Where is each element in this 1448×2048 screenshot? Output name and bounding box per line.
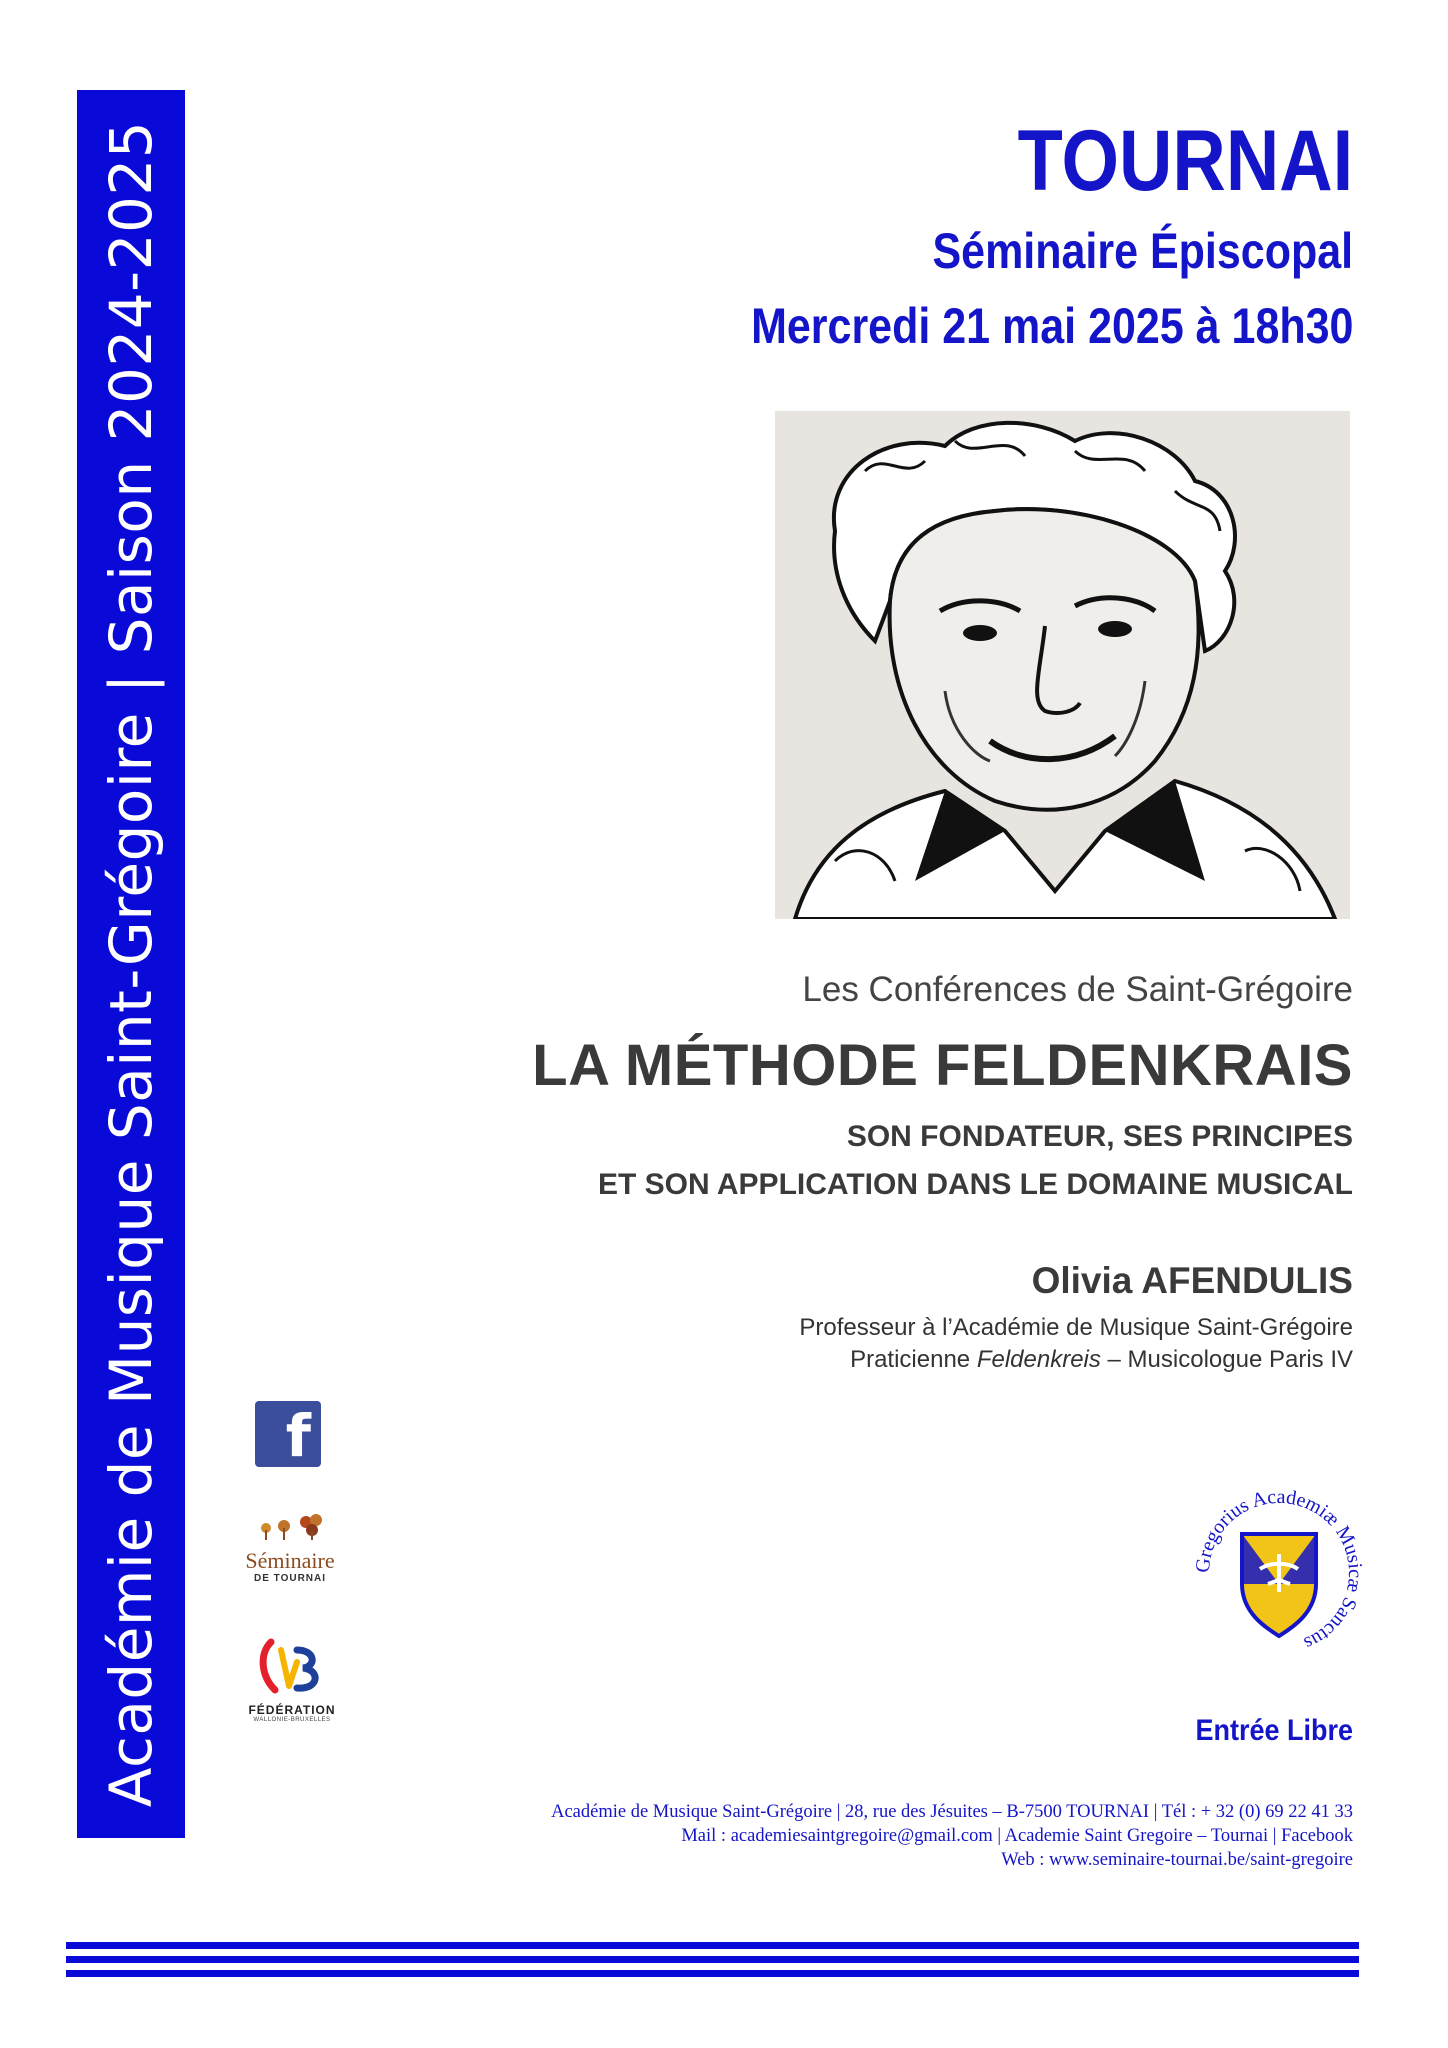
role-prefix: Praticienne — [850, 1346, 977, 1373]
speaker-role-line1: Professeur à l’Académie de Musique Saint-Grégoire — [799, 1314, 1353, 1341]
footer-stripe-2 — [66, 1956, 1359, 1963]
seminaire-sub: DE TOURNAI — [253, 1573, 327, 1584]
entry-label: Entrée Libre — [1195, 1714, 1353, 1747]
federation-word: FÉDÉRATION — [248, 1703, 336, 1717]
academy-seal-logo — [1190, 1484, 1368, 1662]
series-label: Les Conférences de Saint-Grégoire — [802, 970, 1353, 1009]
footer-mail[interactable]: Mail : academiesaintgregoire@gmail.com | Academie Saint Gregoire – Tournai | Facebook — [681, 1826, 1353, 1846]
role-suffix: – Musicologue Paris IV — [1100, 1346, 1353, 1373]
speaker-last-name: AFENDULIS — [1141, 1260, 1353, 1301]
portrait-drawing — [775, 411, 1350, 919]
facebook-icon[interactable]: f — [255, 1401, 321, 1467]
role-italic: Feldenkreis — [976, 1346, 1101, 1373]
footer-address: Académie de Musique Saint-Grégoire | 28, rue des Jésuites – B-7500 TOURNAI | Tél : + 32 (0) 69 22 41 33 — [551, 1802, 1353, 1822]
city-heading: TOURNAI — [1017, 113, 1353, 209]
federation-logo — [242, 1636, 342, 1736]
speaker-first-name: Olivia — [1031, 1260, 1133, 1301]
sidebar-title: Académie de Musique Saint-Grégoire | Saison 2024-2025 — [97, 120, 165, 1808]
event-subtitle-line1: SON FONDATEUR, SES PRINCIPES — [846, 1120, 1353, 1153]
seminaire-word: Séminaire — [245, 1548, 335, 1573]
venue-heading: Séminaire Épiscopal — [932, 223, 1353, 279]
speaker-name — [1032, 1260, 1353, 1302]
footer-stripe-3 — [66, 1970, 1359, 1977]
speaker-role-line2 — [850, 1346, 1353, 1374]
event-subtitle-line2: ET SON APPLICATION DANS LE DOMAINE MUSICAL — [597, 1168, 1353, 1201]
federation-sub: WALLONIE-BRUXELLES — [253, 1717, 331, 1723]
seminaire-logo — [236, 1510, 344, 1600]
footer-stripe-1 — [66, 1942, 1359, 1949]
footer-web[interactable]: Web : www.seminaire-tournai.be/saint-gregoire — [1001, 1850, 1353, 1870]
date-heading: Mercredi 21 mai 2025 à 18h30 — [750, 298, 1353, 354]
seal-text: Gregorius Academiæ Musicæ Sanctus — [1191, 1485, 1367, 1655]
wb-mark-icon — [257, 1636, 327, 1698]
event-title: LA MÉTHODE FELDENKRAIS — [532, 1033, 1353, 1098]
leaves-icon — [236, 1510, 344, 1544]
